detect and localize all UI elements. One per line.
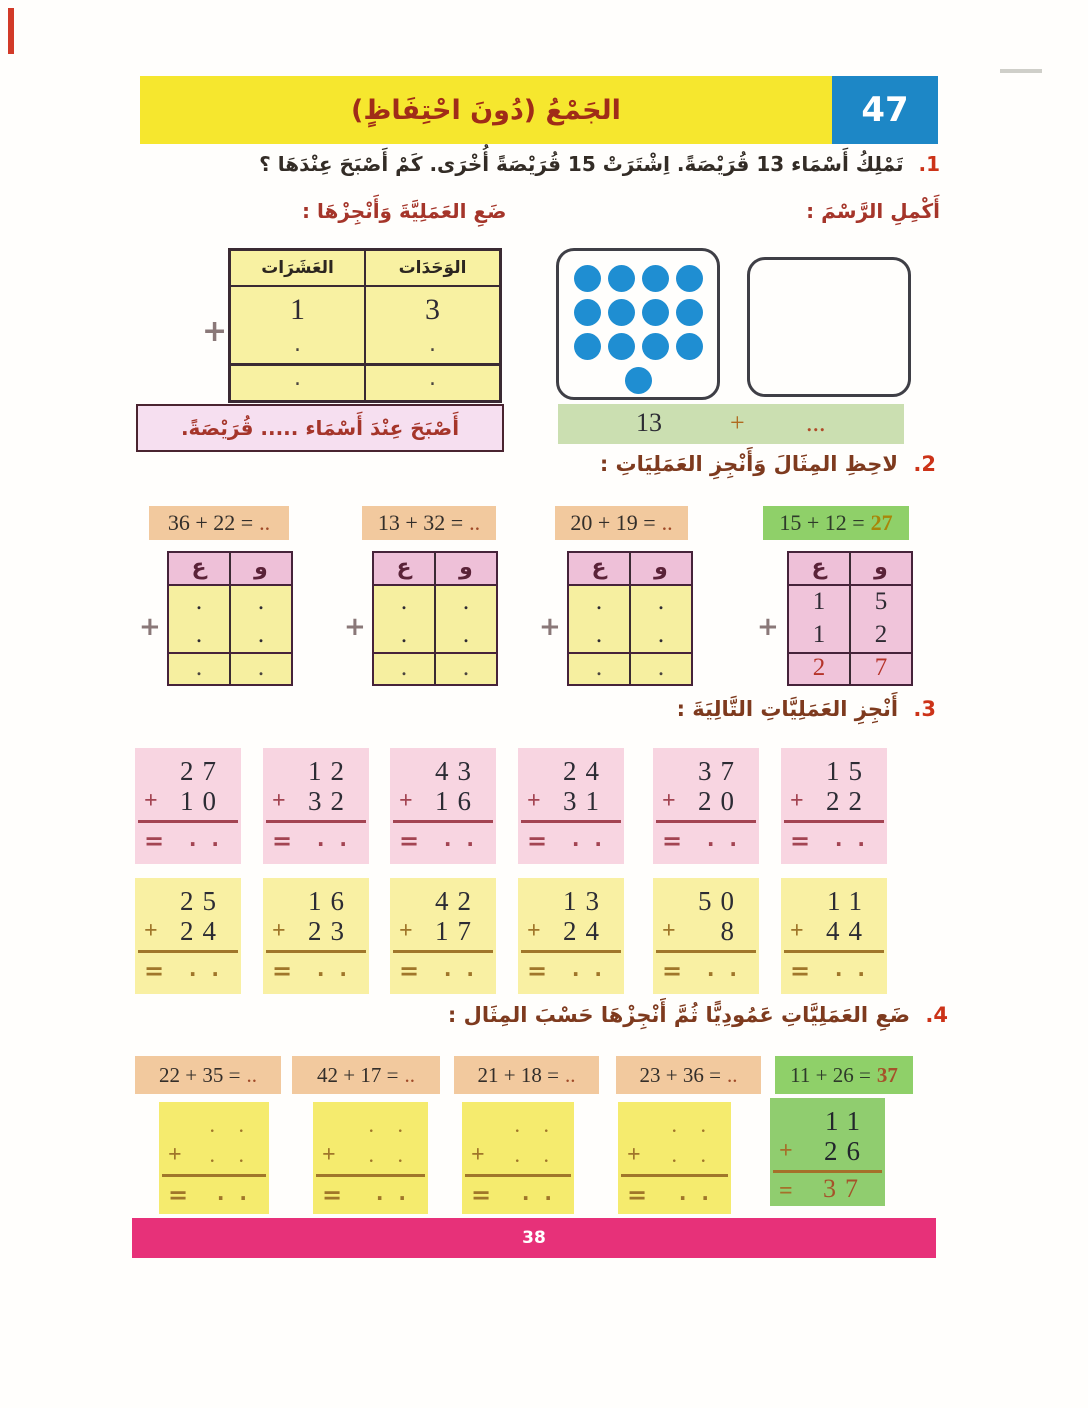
counting-dot bbox=[676, 265, 703, 292]
place-operation-label: ضَعِ العَمَلِيَّةَ وَأَنْجِزْهَا : bbox=[302, 199, 507, 223]
plus-sign: + bbox=[272, 788, 286, 814]
top-number: 43 bbox=[435, 756, 480, 786]
exercise2-number: 2. bbox=[913, 452, 936, 476]
problem-result: .. bbox=[469, 510, 481, 535]
problem-text: 13 + 32 = bbox=[377, 510, 464, 535]
equals-sign: = bbox=[790, 957, 811, 985]
problem-label bbox=[616, 1056, 761, 1094]
result-dots: . . bbox=[706, 957, 741, 981]
plus-sign: + bbox=[272, 918, 286, 944]
problem-text: 36 + 22 = bbox=[167, 510, 254, 535]
exercise3-heading bbox=[677, 697, 936, 721]
cell-blank: . bbox=[631, 654, 691, 684]
top-dots: . . bbox=[209, 1112, 253, 1137]
exercise2-heading bbox=[600, 452, 936, 476]
plus-sign: + bbox=[790, 918, 804, 944]
tens-header-cell: العَشَرَات bbox=[231, 251, 366, 285]
cell-value: 5 bbox=[851, 586, 911, 619]
example-problem-label bbox=[763, 506, 909, 540]
top-number: 24 bbox=[563, 756, 608, 786]
top-number: 37 bbox=[698, 756, 743, 786]
result-dots: . . bbox=[443, 827, 478, 851]
bottom-number: 8 bbox=[720, 916, 743, 946]
units-letter: و bbox=[874, 555, 888, 580]
sum-strip bbox=[558, 404, 904, 444]
bottom-number: 31 bbox=[563, 786, 608, 816]
bottom-number: 10 bbox=[180, 786, 225, 816]
units-blank: . bbox=[429, 332, 436, 357]
tens-result-blank: . bbox=[231, 366, 366, 400]
cell-blank: . bbox=[169, 586, 231, 619]
equals-sign: = bbox=[790, 827, 811, 855]
problem-result: 27 bbox=[870, 510, 893, 535]
problem-label bbox=[454, 1056, 599, 1094]
top-number: 13 bbox=[563, 886, 608, 916]
example-addition-table bbox=[787, 551, 913, 686]
plus-sign: + bbox=[662, 788, 676, 814]
counting-dot bbox=[642, 265, 669, 292]
bottom-dots: . . bbox=[368, 1142, 412, 1167]
exercise1-question-text: تَمْلِكُ أَسْمَاء 13 قُرَيْصَةً. اِشْتَرَتْ 15 قُرَيْصَةً أُخْرَى. كَمْ أَصْبَحَ عِنْدَهَا ؟ bbox=[259, 152, 904, 176]
equals-sign: = bbox=[399, 957, 420, 985]
problem-result: .. bbox=[661, 510, 673, 535]
problem-text: 22 + 35 = bbox=[159, 1062, 241, 1087]
bottom-dots: . . bbox=[671, 1142, 715, 1167]
counting-dot bbox=[676, 299, 703, 326]
units-header-cell: الوَحَدَات bbox=[398, 258, 467, 278]
bottom-number: 44 bbox=[826, 916, 871, 946]
plus-sign: + bbox=[139, 612, 161, 642]
units-result-blank: . bbox=[429, 366, 436, 391]
bottom-number: 26 bbox=[824, 1136, 869, 1166]
top-dots: . . bbox=[368, 1112, 412, 1137]
plus-sign: + bbox=[322, 1142, 336, 1168]
result-dots: . . bbox=[678, 1181, 713, 1205]
bottom-number: 20 bbox=[698, 786, 743, 816]
result-dots: . . bbox=[834, 827, 869, 851]
bottom-dots: . . bbox=[209, 1142, 253, 1167]
plus-sign: + bbox=[790, 788, 804, 814]
plus-sign: + bbox=[627, 1142, 641, 1168]
example-problem-label bbox=[775, 1056, 913, 1094]
addition-block bbox=[263, 748, 369, 864]
counting-dot bbox=[574, 333, 601, 360]
cell-value: 1 bbox=[789, 619, 851, 652]
plus-sign: + bbox=[471, 1142, 485, 1168]
top-number: 12 bbox=[308, 756, 353, 786]
work-block bbox=[618, 1102, 731, 1214]
exercise4-heading bbox=[448, 1003, 948, 1027]
tens-value: 1 bbox=[231, 287, 366, 335]
addition-table bbox=[167, 551, 293, 686]
cell-blank: . bbox=[374, 586, 436, 619]
plus-sign: + bbox=[779, 1138, 793, 1164]
cell-result: 2 bbox=[789, 654, 851, 684]
cell-blank: . bbox=[231, 586, 291, 619]
exercise2-instruction: لاحِظِ المِثَالَ وَأَنْجِزِ العَمَلِيَاتِ : bbox=[599, 452, 899, 476]
addition-block bbox=[518, 878, 624, 994]
bottom-number: 24 bbox=[180, 916, 225, 946]
equals-sign: = bbox=[144, 957, 165, 985]
counting-dot bbox=[608, 299, 635, 326]
result-dots: . . bbox=[706, 827, 741, 851]
result-number: 37 bbox=[823, 1174, 867, 1203]
counting-dot bbox=[574, 299, 601, 326]
tens-letter: ع bbox=[789, 553, 851, 584]
work-block bbox=[159, 1102, 269, 1214]
bottom-number: 32 bbox=[308, 786, 353, 816]
plus-sign: + bbox=[144, 918, 158, 944]
addition-block bbox=[390, 878, 496, 994]
equals-sign: = bbox=[168, 1181, 189, 1209]
result-dots: . . bbox=[521, 1181, 556, 1205]
cell-blank: . bbox=[569, 654, 631, 684]
result-dots: . . bbox=[571, 957, 606, 981]
cell-value: 2 bbox=[851, 619, 911, 652]
equals-sign: = bbox=[662, 827, 683, 855]
addition-block bbox=[263, 878, 369, 994]
plus-sign: + bbox=[399, 918, 413, 944]
addition-block bbox=[653, 878, 759, 994]
result-dots: . . bbox=[443, 957, 478, 981]
plus-sign: + bbox=[662, 918, 676, 944]
top-number: 11 bbox=[827, 886, 871, 916]
cell-blank: . bbox=[169, 654, 231, 684]
cell-blank: . bbox=[231, 619, 291, 652]
plus-sign: + bbox=[144, 788, 158, 814]
result-dots: . . bbox=[316, 957, 351, 981]
problem-result: .. bbox=[564, 1062, 576, 1087]
result-dots: . . bbox=[834, 957, 869, 981]
problem-label bbox=[149, 506, 289, 540]
dots-box bbox=[556, 248, 720, 400]
top-number: 16 bbox=[308, 886, 353, 916]
top-number: 42 bbox=[435, 886, 480, 916]
problem-label bbox=[362, 506, 496, 540]
cell-blank: . bbox=[569, 619, 631, 652]
counting-dot bbox=[642, 299, 669, 326]
margin-dash bbox=[1000, 69, 1042, 73]
exercise3-instruction: أَنْجِزِ العَمَلِيَّاتِ التَّالِيَةَ : bbox=[676, 697, 899, 721]
tens-letter: ع bbox=[374, 553, 436, 584]
problem-result: 37 bbox=[876, 1062, 898, 1087]
problem-text: 21 + 18 = bbox=[477, 1062, 559, 1087]
footer-page-bar bbox=[132, 1218, 936, 1258]
addition-block bbox=[781, 748, 887, 864]
answer-sentence: أَصْبَحَ عِنْدَ أَسْمَاء ..... قُرَيْصَةً. bbox=[180, 416, 460, 440]
top-number: 15 bbox=[826, 756, 871, 786]
problem-result: .. bbox=[404, 1062, 415, 1087]
cell-blank: . bbox=[374, 619, 436, 652]
tens-blank: . bbox=[231, 335, 366, 363]
cell-value: 1 bbox=[789, 586, 851, 619]
example-work-block bbox=[770, 1098, 885, 1206]
equals-sign: = bbox=[662, 957, 683, 985]
place-value-table bbox=[228, 248, 502, 403]
equals-sign: = bbox=[322, 1181, 343, 1209]
equals-sign: = bbox=[399, 827, 420, 855]
equals-sign: = bbox=[272, 957, 293, 985]
cell-blank: . bbox=[374, 654, 436, 684]
complete-drawing-label: أَكْمِلِ الرَّسْمَ : bbox=[806, 199, 940, 223]
top-number: 11 bbox=[825, 1106, 869, 1136]
answer-box bbox=[136, 404, 504, 452]
result-dots: . . bbox=[216, 1181, 251, 1205]
equals-sign: = bbox=[779, 1178, 793, 1204]
bottom-number: 17 bbox=[435, 916, 480, 946]
exercise4-instruction: ضَعِ العَمَلِيَّاتِ عَمُودِيًّا ثُمَّ أَنْجِزْهَا حَسْبَ المِثَال : bbox=[447, 1003, 911, 1027]
counting-dot bbox=[676, 333, 703, 360]
result-dots: . . bbox=[375, 1181, 410, 1205]
work-block bbox=[462, 1102, 574, 1214]
addition-block bbox=[135, 748, 241, 864]
plus-sign: + bbox=[730, 408, 745, 437]
result-dots: . . bbox=[316, 827, 351, 851]
problem-text: 23 + 36 = bbox=[639, 1062, 721, 1087]
addition-block bbox=[518, 748, 624, 864]
dots-grid bbox=[569, 251, 707, 394]
addition-block bbox=[653, 748, 759, 864]
result-dots: . . bbox=[188, 957, 223, 981]
counting-dot bbox=[625, 367, 652, 394]
cell-result: 7 bbox=[851, 654, 911, 684]
exercise3-number: 3. bbox=[913, 697, 936, 721]
cell-blank: . bbox=[631, 586, 691, 619]
plus-sign: + bbox=[202, 314, 228, 349]
page-title: الجَمْعُ (دُونَ احْتِفَاظٍ) bbox=[351, 94, 621, 126]
cell-blank: . bbox=[436, 586, 496, 619]
result-dots: . . bbox=[188, 827, 223, 851]
counting-dot bbox=[608, 333, 635, 360]
bottom-number: 23 bbox=[308, 916, 353, 946]
equals-sign: = bbox=[144, 827, 165, 855]
plus-sign: + bbox=[168, 1142, 182, 1168]
plus-sign: + bbox=[539, 612, 561, 642]
equals-sign: = bbox=[527, 827, 548, 855]
top-number: 50 bbox=[698, 886, 743, 916]
plus-sign: + bbox=[399, 788, 413, 814]
problem-label bbox=[555, 506, 688, 540]
bottom-number: 16 bbox=[435, 786, 480, 816]
plus-sign: + bbox=[757, 612, 779, 642]
problem-result: .. bbox=[259, 510, 271, 535]
problem-label bbox=[292, 1056, 440, 1094]
page-number: 38 bbox=[522, 1228, 546, 1248]
equals-sign: = bbox=[272, 827, 293, 855]
tens-letter: ع bbox=[569, 553, 631, 584]
addition-block bbox=[135, 878, 241, 994]
top-number: 25 bbox=[180, 886, 225, 916]
exercise4-number: 4. bbox=[925, 1003, 948, 1027]
problem-label bbox=[135, 1056, 281, 1094]
problem-text: 42 + 17 = bbox=[317, 1062, 399, 1087]
plus-sign: + bbox=[344, 612, 366, 642]
sum-left-number: 13 bbox=[636, 408, 662, 437]
problem-text: 20 + 19 = bbox=[570, 510, 656, 535]
problem-text: 15 + 12 = bbox=[779, 510, 865, 535]
plus-sign: + bbox=[527, 788, 541, 814]
exercise1-question bbox=[259, 152, 940, 176]
addition-block bbox=[781, 878, 887, 994]
equals-sign: = bbox=[471, 1181, 492, 1209]
addition-block bbox=[390, 748, 496, 864]
cell-blank: . bbox=[231, 654, 291, 684]
cell-blank: . bbox=[436, 619, 496, 652]
counting-dot bbox=[608, 265, 635, 292]
units-letter: و bbox=[459, 555, 473, 580]
addition-table bbox=[372, 551, 498, 686]
units-letter: و bbox=[254, 555, 268, 580]
units-letter: و bbox=[654, 555, 668, 580]
units-value: 3 bbox=[425, 293, 440, 326]
bottom-dots: . . bbox=[514, 1142, 558, 1167]
cell-blank: . bbox=[169, 619, 231, 652]
result-dots: . . bbox=[571, 827, 606, 851]
problem-text: 11 + 26 = bbox=[790, 1062, 871, 1087]
addition-table bbox=[567, 551, 693, 686]
sum-right-dots: ... bbox=[806, 408, 826, 437]
work-block bbox=[313, 1102, 428, 1214]
bottom-number: 24 bbox=[563, 916, 608, 946]
problem-result: .. bbox=[726, 1062, 738, 1087]
counting-dot bbox=[642, 333, 669, 360]
counting-dot bbox=[574, 265, 601, 292]
header-bar bbox=[140, 76, 832, 144]
cell-blank: . bbox=[631, 619, 691, 652]
top-number: 27 bbox=[180, 756, 225, 786]
equals-sign: = bbox=[527, 957, 548, 985]
cell-blank: . bbox=[436, 654, 496, 684]
equals-sign: = bbox=[627, 1181, 648, 1209]
cell-blank: . bbox=[569, 586, 631, 619]
lesson-number-badge: 47 bbox=[832, 76, 938, 144]
plus-sign: + bbox=[527, 918, 541, 944]
exercise1-number: 1. bbox=[918, 152, 940, 176]
empty-box bbox=[747, 257, 911, 397]
problem-result: .. bbox=[246, 1062, 257, 1087]
red-margin-mark bbox=[8, 8, 14, 54]
bottom-number: 22 bbox=[826, 786, 871, 816]
top-dots: . . bbox=[671, 1112, 715, 1137]
top-dots: . . bbox=[514, 1112, 558, 1137]
tens-letter: ع bbox=[169, 553, 231, 584]
